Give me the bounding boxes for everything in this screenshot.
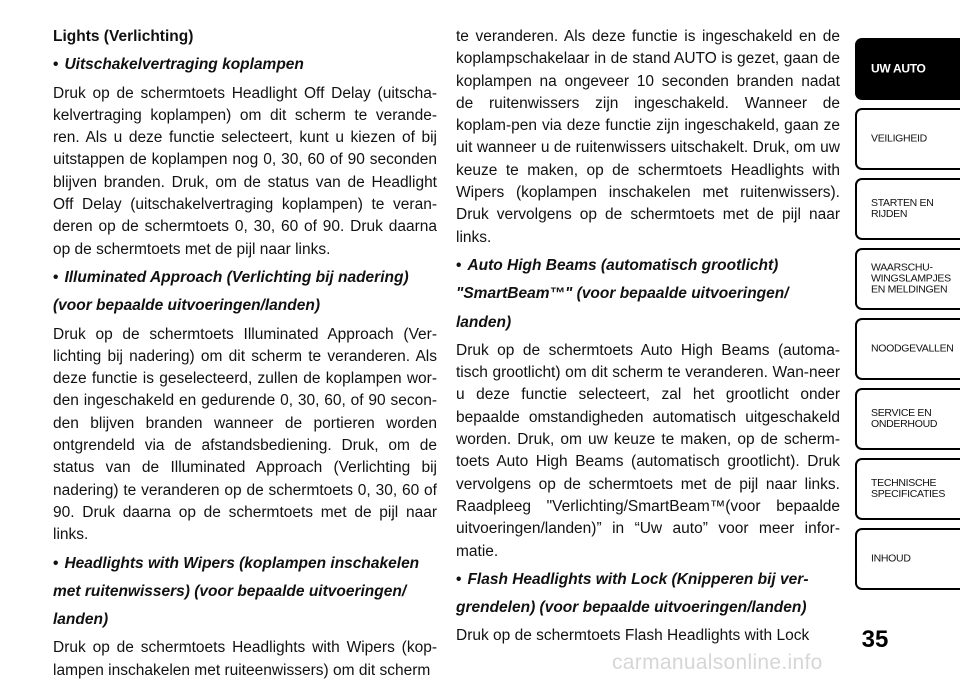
bullet-heading-auto-high-beams: • Auto High Beams (automatisch grootlicht) [456, 256, 779, 274]
bullet-dot: • [456, 570, 462, 588]
tab-waarschuwingslampjes[interactable] [855, 248, 960, 310]
bullet-dot: • [456, 256, 462, 274]
bullet-heading-line: "SmartBeam™" (voor bepaalde uitvoeringen/ [456, 285, 789, 303]
paragraph-illuminated-approach: Druk op de schermtoets Illuminated Approach (Ver-lichting bij nadering) om dit scherm te veranderen. Als deze functie is geselecteerd, zullen de koplampen wor-den ingeschakeld en gedurende 0, 30, 60, of 90 secon-den blijven branden wanneer de portieren worden ontgrendeld via de afstandsbediening. Druk, om de status van de Illuminated Approach (Verlichting bij nadering) te veranderen op de schermtoets 0, 30, 60 of 90. Druk daarna op de schermtoets met de pijl naar links. [53, 325, 437, 544]
bullet-heading-headlights-wipers: • Headlights with Wipers (koplampen inschakelen [53, 554, 420, 572]
paragraph-auto-high-beams: Druk op de schermtoets Auto High Beams (automa-tisch grootlicht) om dit scherm te veranderen. Wan-neer u deze functie selecteert, zal het grootlicht onder bepaalde omstandigheden automatisch uitgeschakeld worden. Druk, om uw keuze te maken, op de scherm-toets Auto High Beams (automatisch grootlicht). Druk vervolgens op de schermtoets met de pijl naar links. Raadpleeg "Verlichting/SmartBeam™(voor bepaalde uitvoeringen/landen)” in “Uw auto” voor meer infor-matie. [456, 341, 840, 560]
tab-label: STARTEN EN RIJDEN [871, 197, 934, 220]
tab-label: UW AUTO [871, 61, 926, 76]
tab-label: VEILIGHEID [871, 132, 927, 145]
left-column [53, 26, 437, 682]
bullet-heading-line: grendelen) (voor bepaalde uitvoeringen/landen) [456, 599, 807, 617]
tab-label: WAARSCHU- WINGSLAMPJES EN MELDINGEN [871, 261, 951, 296]
bullet-heading-line: landen) [53, 611, 109, 629]
bullet-heading-line: met ruitenwissers) (voor bepaalde uitvoeringen/ [53, 582, 407, 600]
tab-label: INHOUD [871, 552, 911, 565]
tab-inhoud[interactable] [855, 528, 960, 590]
tab-label: NOODGEVALLEN [871, 342, 954, 355]
bullet-dot: • [53, 268, 59, 286]
paragraph-flash-headlights: Druk op de schermtoets Flash Headlights with Lock [456, 627, 810, 645]
bullet-heading-illuminated-approach: • Illuminated Approach (Verlichting bij nadering) [53, 268, 409, 286]
section-title: Lights (Verlichting) [53, 28, 194, 45]
watermark: carmanualsonline.info [612, 651, 823, 674]
bullet-heading-line: (voor bepaalde uitvoeringen/landen) [53, 297, 320, 315]
paragraph-headlight-off-delay: Druk op de schermtoets Headlight Off Delay (uitscha-kelvertraging koplampen) om dit scherm te verande-ren. Als u deze functie selecteert, kunt u kiezen of bij uitstappen de koplampen nog 0, 30, 60 of 90 seconden blijven branden. Druk, om de status van de Headlight Off Delay (uitschakelvertraging koplampen) te veran-deren op de schermtoets 0, 30, 60 of 90. Druk daarna op de schermtoets met de pijl naar links. [53, 84, 437, 258]
tab-starten-en-rijden[interactable] [855, 178, 960, 240]
paragraph-headlights-wipers: Druk op de schermtoets Headlights with Wipers (kop-lampen inschakelen met ruiteenwissers) om dit scherm [53, 639, 437, 679]
tab-service-en-onderhoud[interactable] [855, 388, 960, 450]
paragraph-headlights-wipers-cont: te veranderen. Als deze functie is ingeschakeld en de koplampschakelaar in de stand AUTO is gezet, gaan de koplampen na ongeveer 10 seconden branden nadat de ruitenwissers zijn ingeschakeld. Wanneer de koplam-pen via deze functie zijn ingeschakeld, gaan ze uit wanneer u de ruitenwissers uitschakelt. Druk, om uw keuze te maken, op de schermtoets Headlights with Wipers (koplampen inschakelen met ruitenwissers). Druk vervolgens op de schermtoets met de pijl naar links. [456, 28, 840, 246]
tab-technische-specificaties[interactable] [855, 458, 960, 520]
bullet-dot: • [53, 554, 59, 572]
bullet-heading-headlight-off-delay: • Uitschakelvertraging koplampen [53, 56, 304, 74]
bullet-heading-line: landen) [456, 313, 512, 331]
tab-veiligheid[interactable] [855, 108, 960, 170]
right-column [456, 26, 840, 648]
page-number: 35 [861, 626, 889, 653]
chapter-tabs [855, 38, 960, 598]
bullet-heading-flash-headlights: • Flash Headlights with Lock (Knipperen bij ver- [456, 570, 809, 588]
tab-noodgevallen[interactable] [855, 318, 960, 380]
bullet-dot: • [53, 56, 59, 74]
tab-label: SERVICE EN ONDERHOUD [871, 407, 938, 430]
tab-label: TECHNISCHE SPECIFICATIES [871, 477, 946, 500]
tab-uw-auto[interactable] [855, 38, 960, 100]
